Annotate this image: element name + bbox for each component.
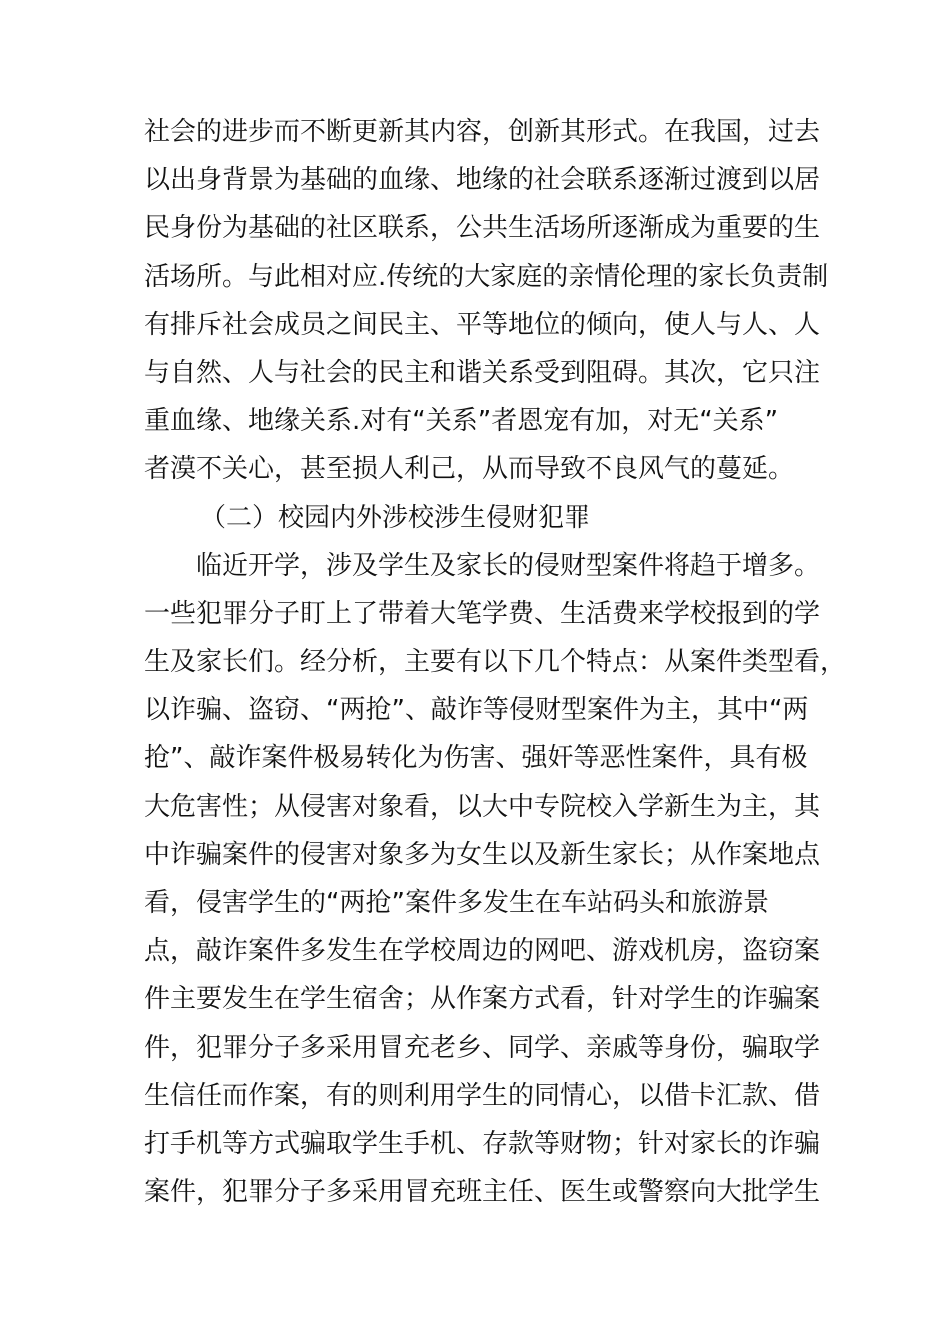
text-line: 一些犯罪分子盯上了带着大笔学费、生活费来学校报到的学: [144, 598, 821, 629]
text-line: 件主要发生在学生宿舍；从作案方式看，针对学生的诈骗案: [144, 984, 821, 1015]
text-line: 案件，犯罪分子多采用冒充班主任、医生或警察向大批学生: [144, 1177, 821, 1208]
text-line: 点，敲诈案件多发生在学校周边的网吧、游戏机房，盗窃案: [144, 936, 821, 967]
text-line: 生及家长们。经分析，主要有以下几个特点：从案件类型看，: [144, 647, 847, 678]
text-line: 者漠不关心，甚至损人利己，从而导致不良风气的蔓延。: [144, 454, 795, 485]
text-line: 以出身背景为基础的血缘、地缘的社会联系逐渐过渡到以居: [144, 165, 821, 196]
paragraph-first-line: 临近开学，涉及学生及家长的侵财型案件将趋于增多。: [196, 550, 821, 581]
text-line: 有排斥社会成员之间民主、平等地位的倾向，使人与人、人: [144, 309, 821, 340]
text-line: 大危害性；从侵害对象看，以大中专院校入学新生为主，其: [144, 791, 821, 822]
text-line: 看，侵害学生的“两抢”案件多发生在车站码头和旅游景: [144, 888, 769, 918]
text-line: 打手机等方式骗取学生手机、存款等财物；针对家长的诈骗: [144, 1128, 821, 1159]
body-text: [144, 108, 847, 1216]
text-line: 件，犯罪分子多采用冒充老乡、同学、亲戚等身份，骗取学: [144, 1032, 821, 1063]
text-line: 中诈骗案件的侵害对象多为女生以及新生家长；从作案地点: [144, 839, 821, 870]
text-line: 活场所。与此相对应.传统的大家庭的亲情伦理的家长负责制: [144, 261, 829, 292]
text-line: 民身份为基础的社区联系，公共生活场所逐渐成为重要的生: [144, 213, 821, 244]
section-heading: （二）校园内外涉校涉生侵财犯罪: [200, 502, 591, 533]
text-line: 抢”、敲诈案件极易转化为伤害、强奸等恶性案件，具有极: [144, 743, 808, 774]
text-line: 生信任而作案，有的则利用学生的同情心，以借卡汇款、借: [144, 1080, 821, 1111]
text-line: 重血缘、地缘关系.对有“关系”者恩宠有加，对无“关系”: [144, 406, 779, 437]
text-line: 以诈骗、盗窃、“两抢”、敲诈等侵财型案件为主，其中“两: [144, 695, 809, 726]
text-line: 与自然、人与社会的民主和谐关系受到阻碍。其次，它只注: [144, 357, 821, 388]
text-line: 社会的进步而不断更新其内容，创新其形式。在我国，过去: [144, 117, 821, 147]
